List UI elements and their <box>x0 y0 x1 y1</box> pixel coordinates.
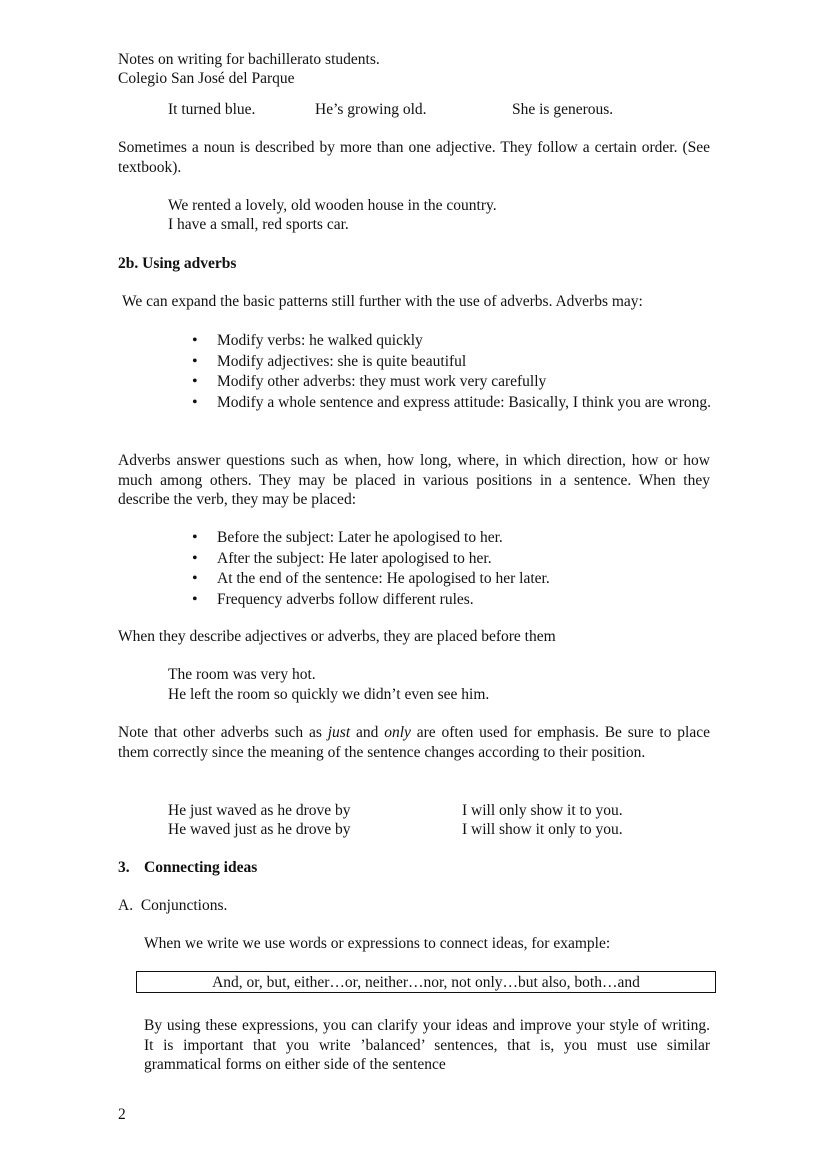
example-line: I will only show it to you. <box>462 802 623 819</box>
example-line: We rented a lovely, old wooden house in the country. <box>168 197 497 214</box>
header-line-1: Notes on writing for bachillerato students. <box>118 51 380 68</box>
example-line: He left the room so quickly we didn’t even see him. <box>168 686 490 703</box>
emphasis-word: just <box>327 724 351 741</box>
bullet-list-adverb-positions <box>192 528 712 610</box>
example-line: He’s growing old. <box>315 101 427 118</box>
emphasis-word: only <box>384 724 411 741</box>
conjunctions-box: And, or, but, either…or, neither…nor, not only…but also, both…and <box>136 971 716 993</box>
paragraph-adverbs-answer: Adverbs answer questions such as when, how long, where, in which direction, how or how much among others. They may be placed in various positions in a sentence. When they describe the verb, they may be placed: <box>118 452 710 508</box>
bullet-list-adverb-uses <box>192 331 712 413</box>
text-span: are often used for emphasis. Be sure to place them correctly since the meaning of the sentence changes according to their position. <box>118 724 710 761</box>
paragraph-adverbs-intro: We can expand the basic patterns still further with the use of adverbs. Adverbs may: <box>122 293 643 310</box>
text-span: Note that other adverbs such as <box>118 724 328 741</box>
text-span: and <box>350 724 385 741</box>
example-line: I will show it only to you. <box>462 821 623 838</box>
example-line: It turned blue. <box>168 101 256 118</box>
paragraph-balanced: By using these expressions, you can clarify your ideas and improve your style of writing. It is important that you write ’balanced’ sentences, that is, you must use similar grammatical forms on either side of the sentence <box>144 1017 710 1073</box>
example-line: She is generous. <box>512 101 614 118</box>
list-item: • Modify verbs: he walked quickly <box>192 331 712 351</box>
section-heading-2b: 2b. Using adverbs <box>118 255 237 272</box>
paragraph-emphasis <box>118 723 710 762</box>
section-number-3: 3. <box>118 859 130 876</box>
list-item: • At the end of the sentence: He apologised to her later. <box>192 569 712 589</box>
example-line: He waved just as he drove by <box>168 821 351 838</box>
paragraph-noun-order: Sometimes a noun is described by more than one adjective. They follow a certain order. (See textbook). <box>118 139 710 176</box>
paragraph-connect: When we write we use words or expressions to connect ideas, for example: <box>144 935 611 952</box>
list-item: • Before the subject: Later he apologised to her. <box>192 528 712 548</box>
list-item: • Frequency adverbs follow different rules. <box>192 590 712 610</box>
section-heading-3: Connecting ideas <box>144 859 258 876</box>
header-line-2: Colegio San José del Parque <box>118 70 295 87</box>
example-line: He just waved as he drove by <box>168 802 351 819</box>
list-item: • Modify other adverbs: they must work very carefully <box>192 372 712 392</box>
list-item: • Modify adjectives: she is quite beautiful <box>192 352 712 372</box>
example-line: The room was very hot. <box>168 666 316 683</box>
list-item: • After the subject: He later apologised to her. <box>192 549 712 569</box>
subsection-heading-a: A. Conjunctions. <box>118 897 228 914</box>
example-line: I have a small, red sports car. <box>168 216 349 233</box>
paragraph-adj-adv: When they describe adjectives or adverbs, they are placed before them <box>118 628 556 645</box>
list-item: • Modify a whole sentence and express attitude: Basically, I think you are wrong. <box>192 393 712 413</box>
page-number: 2 <box>118 1106 126 1123</box>
